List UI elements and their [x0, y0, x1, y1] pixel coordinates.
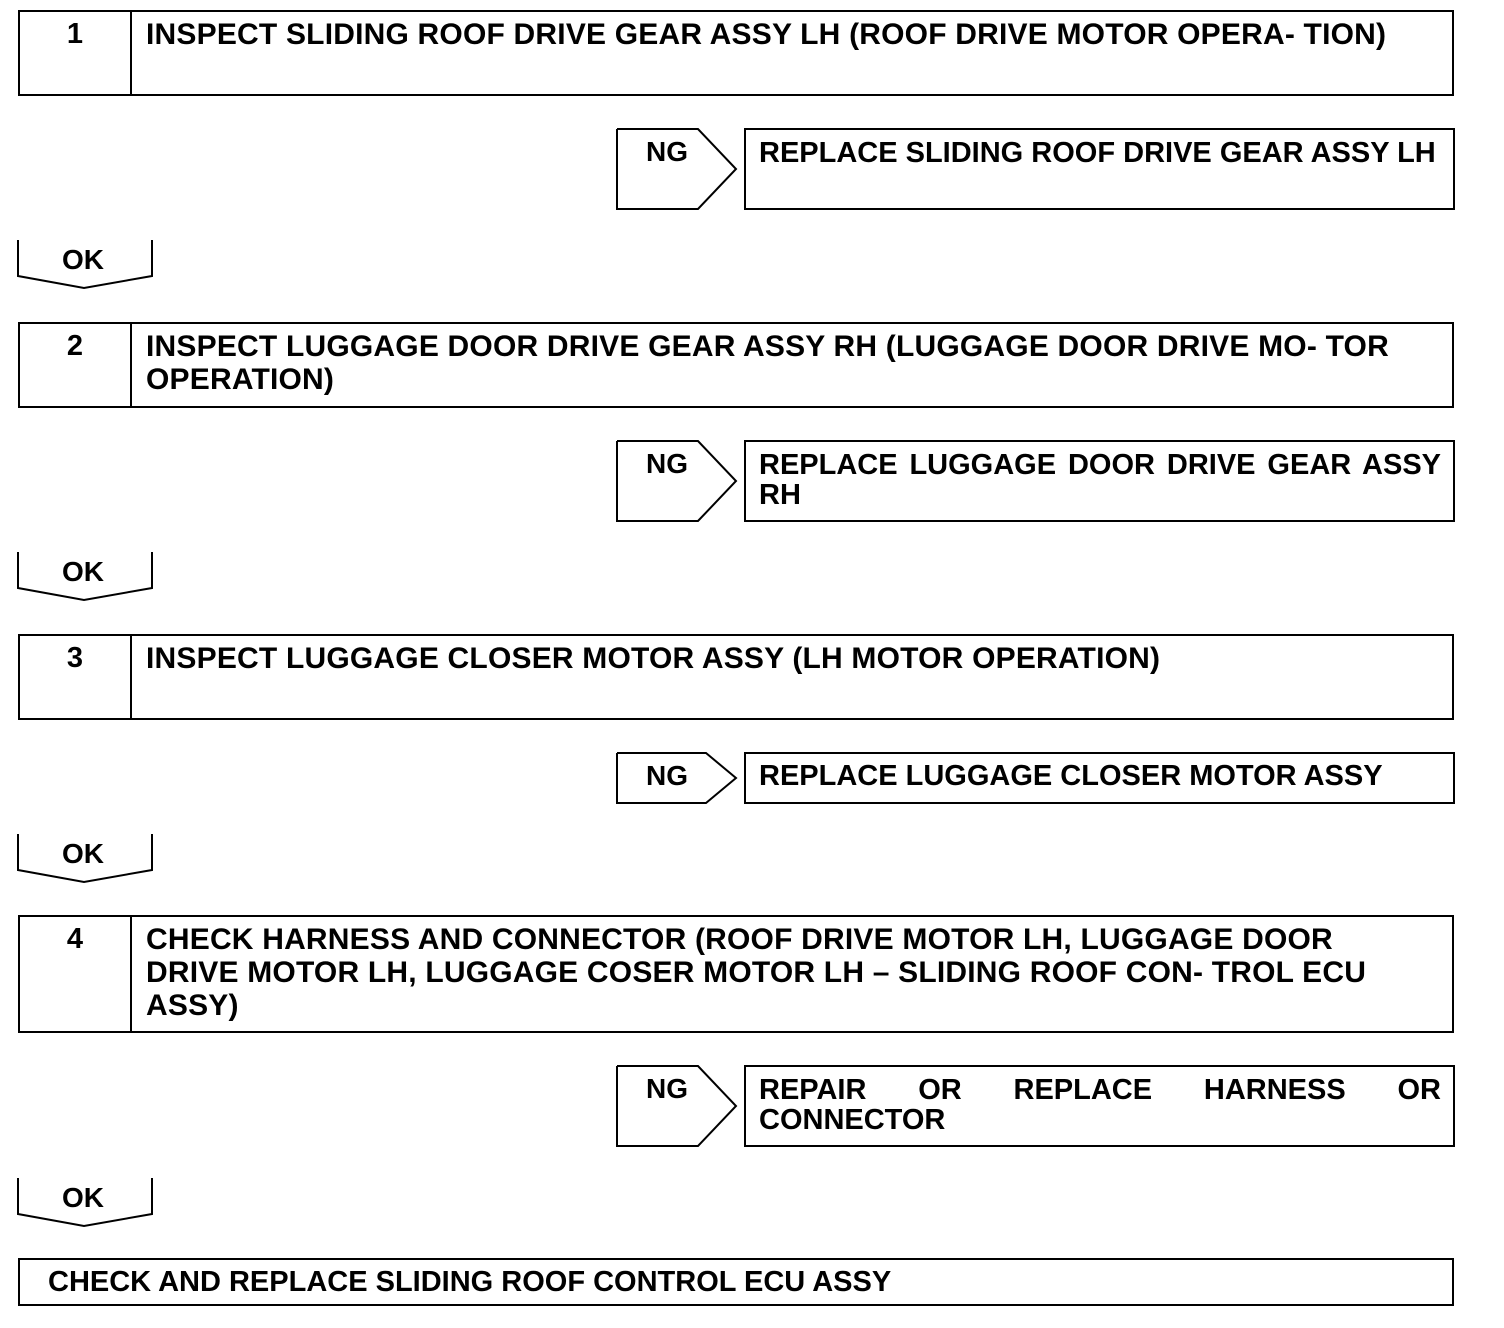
step-3-box [18, 634, 1454, 720]
step-3-action: REPLACE LUGGAGE CLOSER MOTOR ASSY [744, 752, 1455, 804]
step-2-ok-label: OK [62, 556, 104, 587]
step-3-ng-label: NG [646, 760, 688, 791]
step-2-number: 2 [20, 324, 132, 406]
step-1-ng-label: NG [646, 136, 688, 167]
step-2-text: INSPECT LUGGAGE DOOR DRIVE GEAR ASSY RH (LUGGAGE DOOR DRIVE MO- TOR OPERATION) [146, 330, 1389, 396]
step-1-text: INSPECT SLIDING ROOF DRIVE GEAR ASSY LH (ROOF DRIVE MOTOR OPERA- TION) [146, 18, 1387, 51]
step-1-number: 1 [20, 12, 132, 94]
step-1-ok-arrow [16, 238, 156, 290]
step-1-ok-label: OK [62, 244, 104, 275]
step-4-ok-arrow [16, 1176, 156, 1228]
step-2-box [18, 322, 1454, 408]
final-action-box: CHECK AND REPLACE SLIDING ROOF CONTROL ECU ASSY [18, 1258, 1454, 1306]
step-4-text: CHECK HARNESS AND CONNECTOR (ROOF DRIVE MOTOR LH, LUGGAGE DOOR DRIVE MOTOR LH, LUGGAGE COSER MOTOR LH – SLIDING ROOF CON- TROL ECU ASSY) [146, 923, 1367, 1022]
step-3-text: INSPECT LUGGAGE CLOSER MOTOR ASSY (LH MOTOR OPERATION) [146, 642, 1161, 675]
step-3-number: 3 [20, 636, 132, 718]
step-2-ok-arrow [16, 550, 156, 602]
step-3-ok-label: OK [62, 838, 104, 869]
step-4-number: 4 [20, 917, 132, 1031]
step-2-ng-label: NG [646, 448, 688, 479]
step-2-action: REPLACE LUGGAGE DOOR DRIVE GEAR ASSY RH [744, 440, 1455, 522]
step-4-action: REPAIR OR REPLACE HARNESS OR CONNECTOR [744, 1065, 1455, 1147]
step-4-ng-label: NG [646, 1073, 688, 1104]
step-4-box [18, 915, 1454, 1033]
step-4-ok-label: OK [62, 1182, 104, 1213]
step-1-action: REPLACE SLIDING ROOF DRIVE GEAR ASSY LH [744, 128, 1455, 210]
step-3-ok-arrow [16, 832, 156, 884]
step-1-box [18, 10, 1454, 96]
